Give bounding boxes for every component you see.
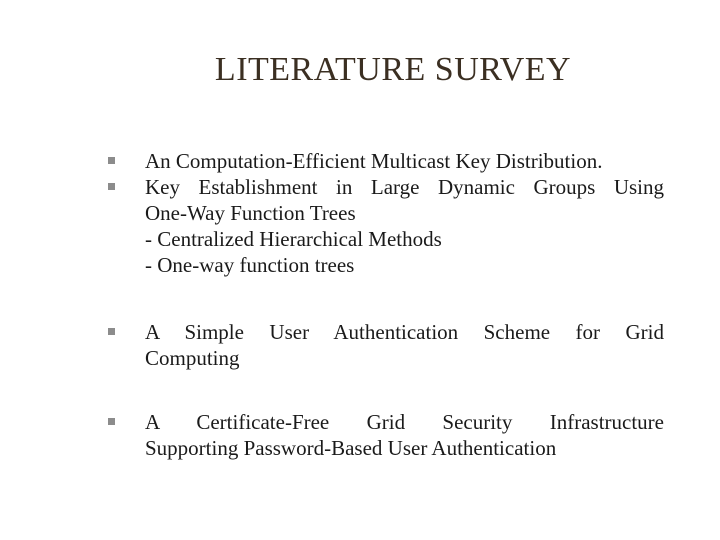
- bullet-text-line: Supporting Password-Based User Authentication: [145, 436, 557, 460]
- square-bullet-icon: [108, 328, 115, 335]
- sub-item: - Centralized Hierarchical Methods: [145, 227, 442, 251]
- square-bullet-icon: [108, 183, 115, 190]
- bullet-text-line: Computing: [145, 346, 240, 370]
- bullet-text-line: Key Establishment in Large Dynamic Groups Using: [145, 175, 664, 199]
- list-item: [108, 148, 664, 174]
- list-item: [108, 319, 664, 371]
- bullet-text-line: An Computation-Efficient Multicast Key Distribution.: [145, 149, 603, 173]
- bullet-list: [108, 148, 664, 461]
- slide-title: LITERATURE SURVEY: [214, 51, 572, 88]
- square-bullet-icon: [108, 418, 115, 425]
- list-item: [108, 174, 664, 278]
- square-bullet-icon: [108, 157, 115, 164]
- bullet-text-line: One-Way Function Trees: [145, 201, 356, 225]
- list-item: [108, 409, 664, 461]
- bullet-text-line: A Certificate-Free Grid Security Infrastructure: [145, 410, 664, 434]
- bullet-text-line: A Simple User Authentication Scheme for Grid: [145, 320, 664, 344]
- sub-item: - One-way function trees: [145, 253, 355, 277]
